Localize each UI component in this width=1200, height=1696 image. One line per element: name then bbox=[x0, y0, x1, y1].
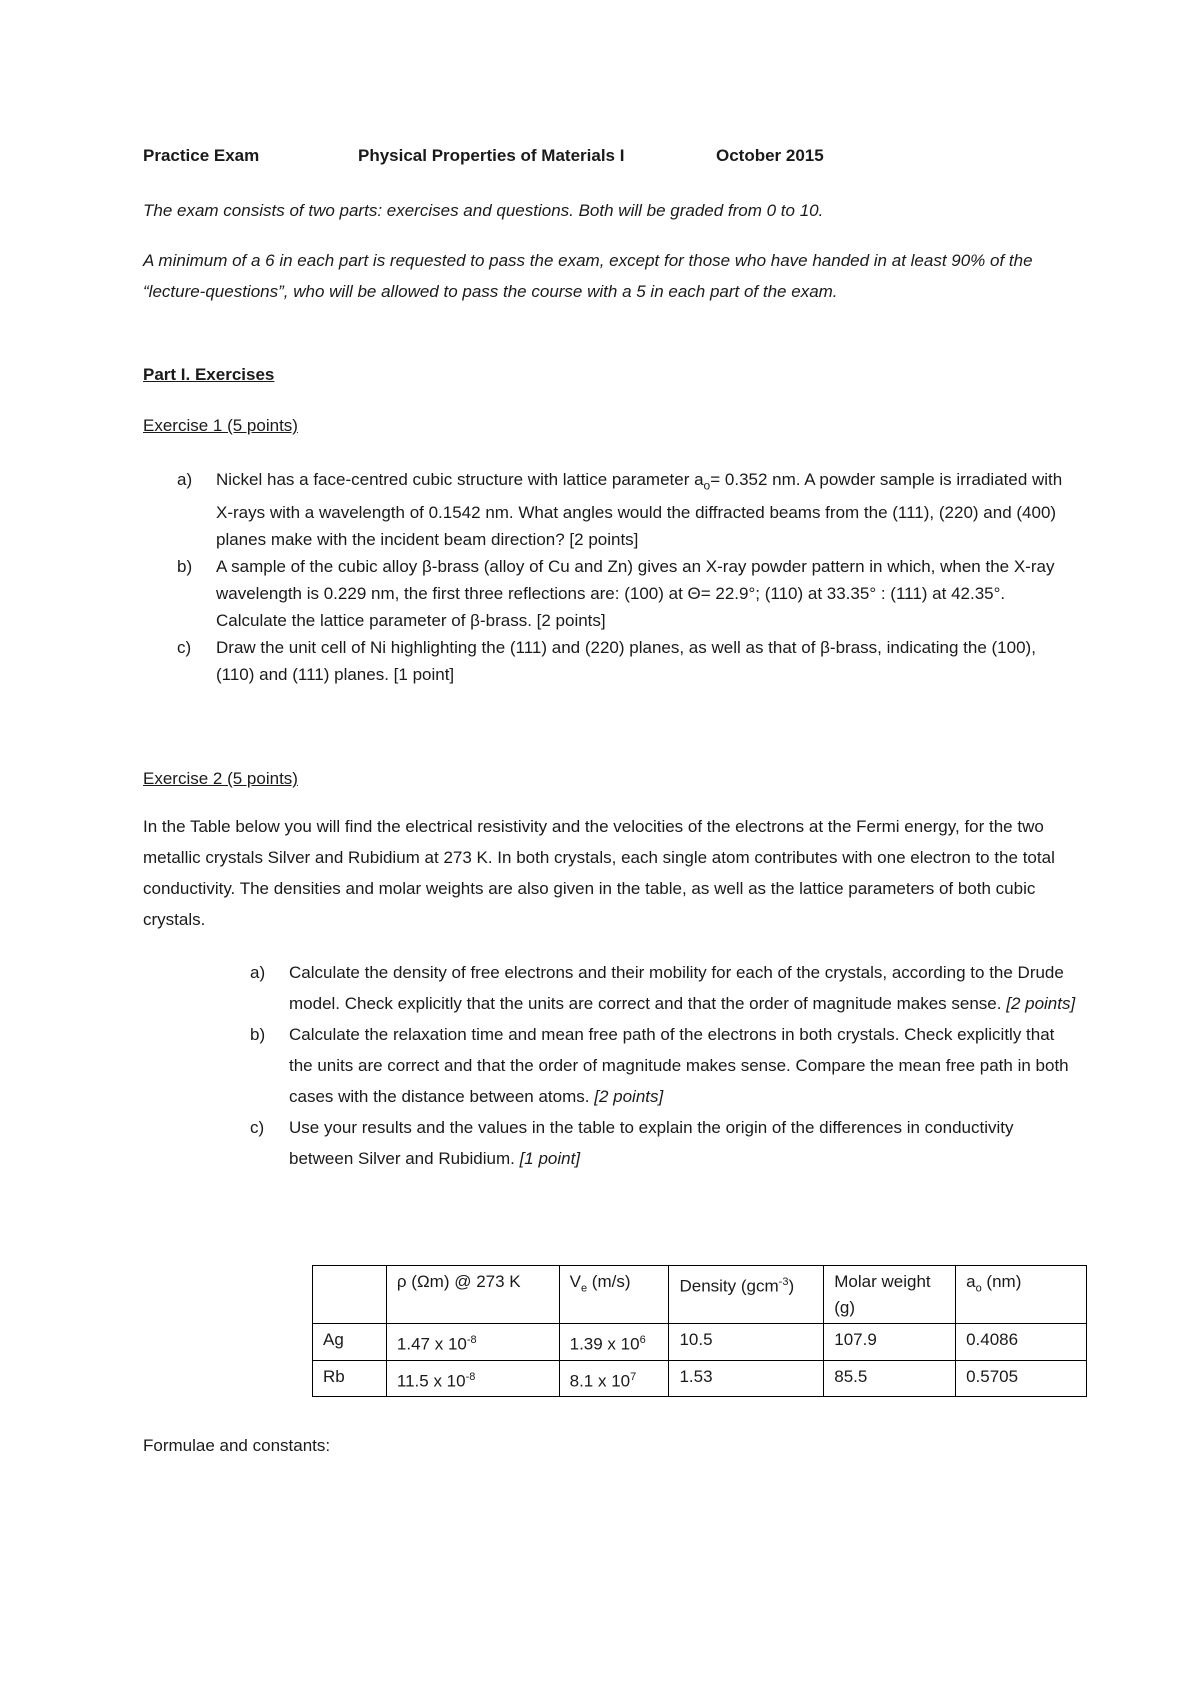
exam-header bbox=[143, 146, 863, 172]
table-cell-density: 1.53 bbox=[669, 1360, 824, 1397]
exercise-1-list bbox=[177, 466, 1066, 688]
list-item bbox=[250, 1019, 1079, 1112]
item-text: Calculate the relaxation time and mean free path of the electrons in both crystals. Check explicitly that the units are correct and that the order of magnitude makes sense. Compare the mean free path in both cases with the distance between atoms. [2 points] bbox=[289, 1025, 1069, 1106]
list-item bbox=[250, 1112, 1079, 1174]
table-row bbox=[313, 1324, 1087, 1361]
list-item bbox=[250, 957, 1079, 1019]
table-header-fermi-velocity: $V_e$ (m/s) bbox=[559, 1266, 669, 1324]
item-text: Calculate the density of free electrons and their mobility for each of the crystals, according to the Drude model. Check explicitly that the units are correct and that the order of magnitude makes sense. [2 points] bbox=[289, 963, 1076, 1013]
item-text: A sample of the cubic alloy β-brass (alloy of Cu and Zn) gives an X-ray powder pattern in which, when the X-ray wavelength is 0.229 nm, the first three reflections are: (100) at Θ= 22.9°; (110) at 33.35° : (111) at 42.35°. Calculate the lattice parameter of β-brass. [2 points] bbox=[216, 557, 1055, 631]
table-cell-molar-weight: 85.5 bbox=[824, 1360, 956, 1397]
table-cell-element: Ag bbox=[313, 1324, 387, 1361]
item-points: [1 point] bbox=[519, 1149, 581, 1168]
exercise-2-list bbox=[250, 957, 1079, 1174]
list-item bbox=[177, 466, 1066, 553]
table-cell-density: 10.5 bbox=[669, 1324, 824, 1361]
item-text: Use your results and the values in the table to explain the origin of the differences in conductivity between Silver and Rubidium. [1 point] bbox=[289, 1118, 1014, 1168]
table-header-resistivity: ρ (Ωm) @ 273 K bbox=[386, 1266, 559, 1324]
intro-paragraph-passing: A minimum of a 6 in each part is requested to pass the exam, except for those who have handed in at least 90% of the “lecture-questions”, who will be allowed to pass the course with a 5 in each part of the exam. bbox=[143, 251, 1033, 301]
table-cell-resistivity: 1.47 x $10^{-8}$ bbox=[386, 1324, 559, 1361]
table-cell-element: Rb bbox=[313, 1360, 387, 1397]
table-header-row bbox=[313, 1266, 1087, 1324]
item-label: b) bbox=[177, 557, 193, 577]
header-date: October 2015 bbox=[716, 146, 824, 165]
list-item bbox=[177, 634, 1066, 688]
table-cell-lattice-parameter: 0.5705 bbox=[956, 1360, 1087, 1397]
item-label: a) bbox=[250, 963, 266, 982]
table-header-molar-weight: Molar weight (g) bbox=[824, 1266, 956, 1324]
table-header-density: Density (gcm$^{-3}$) bbox=[669, 1266, 824, 1324]
exercise-2-title: Exercise 2 (5 points) bbox=[143, 769, 298, 788]
header-course-name: Physical Properties of Materials I bbox=[358, 146, 625, 165]
item-text: Draw the unit cell of Ni highlighting the (111) and (220) planes, as well as that of β-brass, indicating the (100), (110) and (111) planes. [1 point] bbox=[216, 638, 1036, 685]
table-header-cell-empty bbox=[313, 1266, 387, 1324]
item-label: c) bbox=[250, 1118, 265, 1137]
item-label: a) bbox=[177, 470, 193, 489]
table-cell-lattice-parameter: 0.4086 bbox=[956, 1324, 1087, 1361]
item-text: Nickel has a face-centred cubic structure with lattice parameter $a_o= 0.352$ nm. A powder sample is irradiated with X-rays with a wavelength of 0.1542 nm. What angles would the diffracted beams from the (111), (220) and (400) planes make with the incident beam direction? [2 points] bbox=[216, 470, 1063, 550]
part-title: Part I. Exercises bbox=[143, 365, 275, 384]
table-cell-molar-weight: 107.9 bbox=[824, 1324, 956, 1361]
header-exam-type: Practice Exam bbox=[143, 146, 260, 165]
table-cell-resistivity: 11.5 x $10^{-8}$ bbox=[386, 1360, 559, 1397]
table-row bbox=[313, 1360, 1087, 1397]
intro-paragraph-grading: The exam consists of two parts: exercises and questions. Both will be graded from 0 to 10. bbox=[143, 201, 824, 220]
formulae-heading: Formulae and constants: bbox=[143, 1436, 331, 1455]
properties-table bbox=[312, 1265, 1087, 1397]
list-item bbox=[177, 553, 1066, 634]
exercise-1-title: Exercise 1 (5 points) bbox=[143, 416, 298, 435]
table-header-lattice-parameter: $a_o$ (nm) bbox=[956, 1266, 1087, 1324]
table-cell-fermi-velocity: 8.1 x $10^7$ bbox=[559, 1360, 669, 1397]
table-cell-fermi-velocity: 1.39 x $10^6$ bbox=[559, 1324, 669, 1361]
exercise-2-description: In the Table below you will find the electrical resistivity and the velocities of the electrons at the Fermi energy, for the two metallic crystals Silver and Rubidium at 273 K. In both crystals, each single atom contributes with one electron to the total conductivity. The densities and molar weights are also given in the table, as well as the lattice parameters of both cubic crystals. bbox=[143, 817, 1055, 929]
item-label: b) bbox=[250, 1025, 266, 1044]
item-points: [2 points] bbox=[1006, 994, 1076, 1013]
item-label: c) bbox=[177, 638, 192, 658]
item-points: [2 points] bbox=[594, 1087, 664, 1106]
